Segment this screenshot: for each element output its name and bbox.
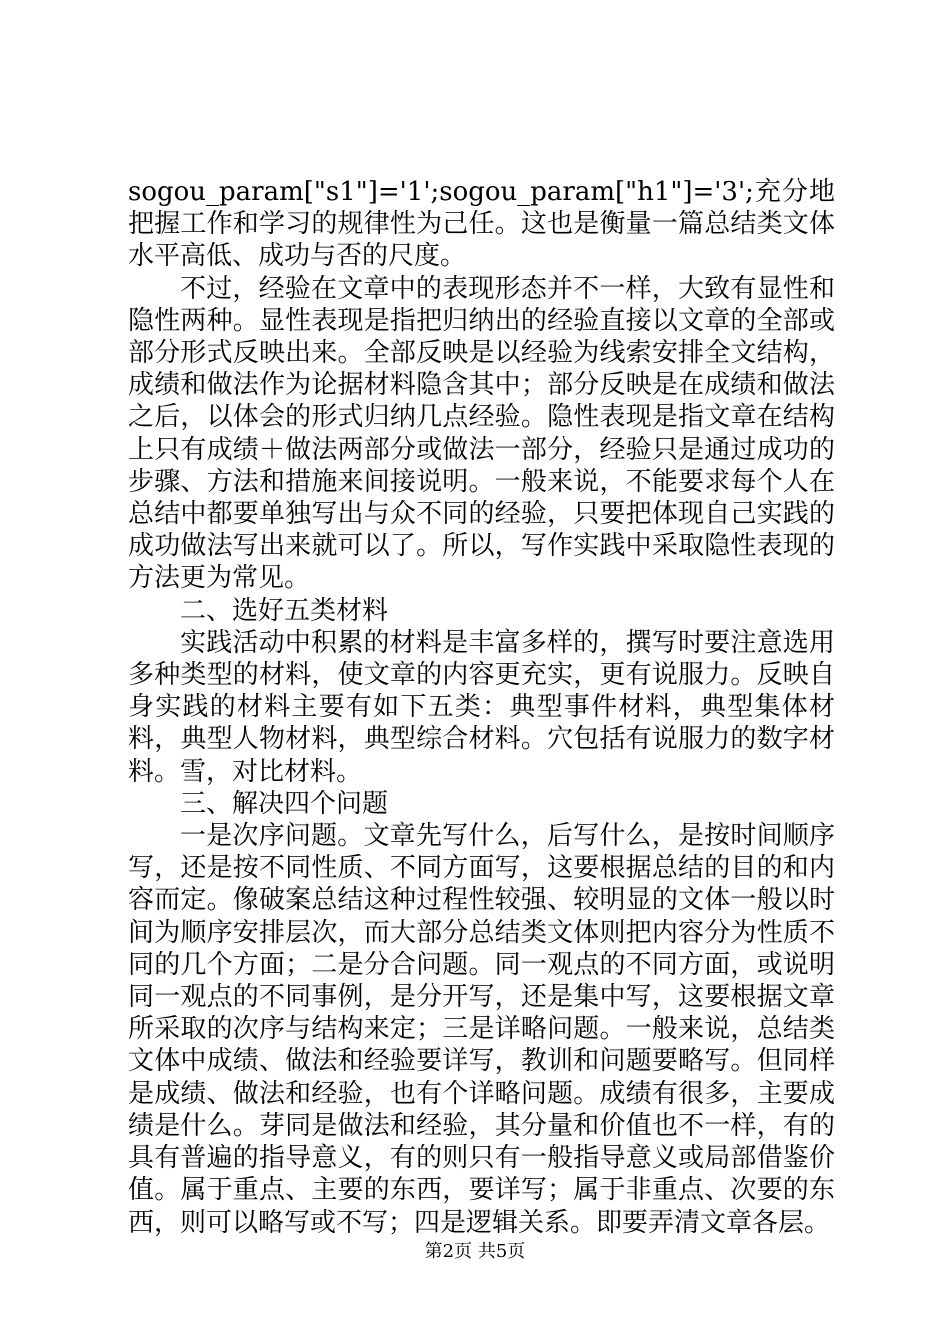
paragraph-problems: 一是次序问题。文章先写什么，后写什么，是按时间顺序写，还是按不同性质、不同方面写，这要根据总结的目的和内容而定。像破案总结这种过程性较强、较明显的文体一般以时间为顺序安排层次，而大部分总结类文体则把内容分为性质不同的几个方面；二是分合问题。同一观点的不同方面，或说明同一观点的不同事例，是分开写，还是集中写，这要根据文章所采取的次序与结构来定；三是详略问题。一般来说，总结类文体中成绩、做法和经验要详写，教训和问题要略写。但同样是成绩、做法和经验，也有个详略问题。成绩有很多，主要成绩是什么。芽同是做法和经验，其分量和价值也不一样，有的具有普遍的指导意义，有的则只有一般指导意义或局部借鉴价值。属于重点、主要的东西，要详写；属于非重点、次要的东西，则可以略写或不写；四是逻辑关系。即要弄清文章各层。	[128, 821, 835, 1238]
paragraph-continuation: sogou_param["s1"]='1';sogou_param["h1"]='3';充分地把握工作和学习的规律性为己任。这也是衡量一篇总结类文体水平高低、成功与否的尺度。	[128, 177, 835, 272]
section-heading-materials: 二、选好五类材料	[180, 595, 389, 626]
paragraph-materials: 实践活动中积累的材料是丰富多样的，撰写时要注意选用多种类型的材料，使文章的内容更充实，更有说服力。反映自身实践的材料主要有如下五类：典型事件材料，典型集体材料，典型人物材料，典型综合材料。穴包括有说服力的数字材料。雪，对比材料。	[128, 627, 835, 787]
document-body	[128, 176, 835, 1239]
page-number: 第2页 共5页	[424, 1241, 526, 1262]
section-heading-problems: 三、解决四个问题	[180, 788, 389, 819]
paragraph-experience-forms: 不过，经验在文章中的表现形态并不一样，大致有显性和隐性两种。显性表现是指把归纳出的经验直接以文章的全部或部分形式反映出来。全部反映是以经验为线索安排全文结构，成绩和做法作为论据材料隐含其中；部分反映是在成绩和做法之后，以体会的形式归纳几点经验。隐性表现是指文章在结构上只有成绩＋做法两部分或做法一部分，经验只是通过成功的步骤、方法和措施来间接说明。一般来说，不能要求每个人在总结中都要单独写出与众不同的经验，只要把体现自己实践的成功做法写出来就可以了。所以，写作实践中采取隐性表现的方法更为常见。	[128, 273, 835, 594]
